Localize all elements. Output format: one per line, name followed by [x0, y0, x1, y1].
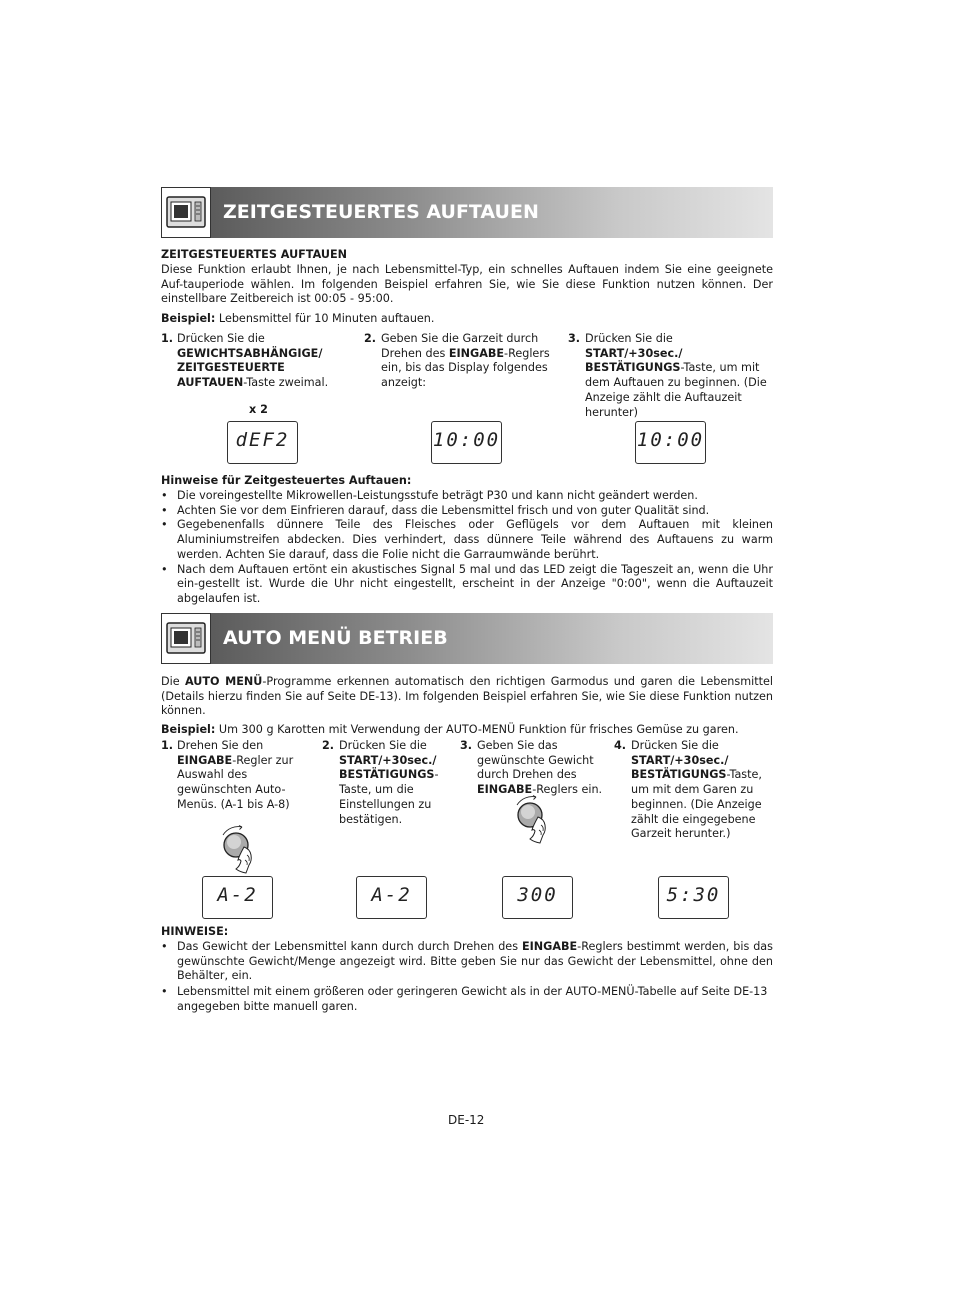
step-number: 4. [614, 739, 627, 752]
example-line: Beispiel: Lebensmittel für 10 Minuten auftauen. [161, 312, 435, 325]
notes-list [161, 940, 773, 1015]
intro-text: Die AUTO MENÜ-Programme erkennen automatisch den richtigen Garmodus und garen die Lebensmittel (Details hierzu finden Sie auf Seite DE-13). Im folgenden Beispiel erfahren Sie, wie Sie diese Funktion nutzen können. [161, 675, 773, 718]
display-readout: 300 [517, 884, 558, 906]
times-label: x 2 [249, 403, 268, 416]
notes-heading: HINWEISE: [161, 925, 229, 938]
display-readout: 10:00 [432, 429, 501, 451]
step-number: 3. [460, 739, 473, 752]
step-text: Drücken Sie die START/+30sec./ BESTÄTIGUNGS-Taste, um die Einstellungen zu bestätigen. [339, 739, 439, 826]
step-text: Drücken Sie die GEWICHTSABHÄNGIGE/ ZEITGESTEUERTE AUFTAUEN-Taste zweimal. [177, 332, 329, 390]
step-number: 1. [161, 739, 174, 752]
step-number: 3. [568, 332, 581, 345]
intro-text: Diese Funktion erlaubt Ihnen, je nach Lebensmittel-Typ, ein schnelles Auftauen indem Sie eine geeignete Auf-tauperiode wählen. Im folgenden Beispiel erfahren Sie, wie Sie diese Funktion nutzen können. Der einstellbare Zeitbereich ist 00:05 - 95:00. [161, 263, 773, 306]
list-item: • Achten Sie vor dem Einfrieren darauf, dass die Lebensmittel frisch und von guter Qualität sind. [161, 504, 773, 519]
display-panel [658, 876, 729, 919]
section-banner-auftauen [161, 187, 773, 238]
notes-heading: Hinweise für Zeitgesteuertes Auftauen: [161, 474, 412, 487]
subheading: ZEITGESTEUERTES AUFTAUEN [161, 248, 347, 261]
microwave-icon [161, 613, 211, 664]
list-item: • Gegebenenfalls dünnere Teile des Fleisches oder Geflügels vor dem Auftauen mit kleinen Aluminiumstreifen abdecken. Dies verhindert, dass dünnere Teile während des Auftauens zu warm werden. Achten Sie darauf, dass die Folie nicht die Garraumwände berührt. [161, 518, 773, 562]
step-text: Drücken Sie die START/+30sec./ BESTÄTIGUNGS-Taste, um mit dem Auftauen zu beginnen. (Die Anzeige zählt die Auftauzeit herunter) [585, 332, 767, 419]
page-number: DE-12 [448, 1113, 485, 1127]
display-panel [356, 876, 427, 919]
knob-hand-icon [514, 795, 556, 845]
notes-list [161, 489, 773, 607]
knob-hand-icon [220, 825, 262, 875]
section-banner-auto-menu [161, 613, 773, 664]
display-panel [202, 876, 273, 919]
display-panel [431, 421, 502, 464]
section-title: AUTO MENÜ BETRIEB [223, 627, 448, 649]
display-readout: 10:00 [636, 429, 705, 451]
step-number: 2. [322, 739, 335, 752]
microwave-icon [161, 187, 211, 238]
step-text: Drehen Sie den EINGABE-Regler zur Auswahl des gewünschten Auto-Menüs. (A-1 bis A-8) [177, 739, 294, 811]
section-title: ZEITGESTEUERTES AUFTAUEN [223, 201, 539, 223]
display-panel [502, 876, 573, 919]
step-text: Drücken Sie die START/+30sec./ BESTÄTIGUNGS-Taste, um mit dem Garen zu beginnen. (Die Anzeige zählt die eingegebene Garzeit herunter.) [631, 739, 762, 841]
display-readout: dEF2 [235, 429, 290, 451]
list-item: • Die voreingestellte Mikrowellen-Leistungsstufe beträgt P30 und kann nicht geändert werden. [161, 489, 773, 504]
display-readout: A-2 [217, 884, 258, 906]
step-number: 1. [161, 332, 174, 345]
example-line: Beispiel: Um 300 g Karotten mit Verwendung der AUTO-MENÜ Funktion für frisches Gemüse zu garen. [161, 723, 739, 736]
display-readout: 5:30 [666, 884, 721, 906]
list-item: • Das Gewicht der Lebensmittel kann durch durch Drehen des EINGABE-Reglers bestimmt werden, bis das gewünschte Gewicht/Menge angezeigt wird. Bitte geben Sie nur das Gewicht der Lebensmittel, ohne den Behälter, ein. [161, 940, 773, 984]
display-panel [635, 421, 706, 464]
step-text: Geben Sie die Garzeit durch Drehen des EINGABE-Reglers ein, bis das Display folgendes anzeigt: [381, 332, 550, 390]
display-panel [227, 421, 298, 464]
list-item: • Nach dem Auftauen ertönt ein akustisches Signal 5 mal und das LED zeigt die Tageszeit an, wenn die Uhr ein-gestellt ist. Wurde die Uhr nicht eingestellt, erscheint in der Anzeige "0:00", wenn die Auftauzeit abgelaufen ist. [161, 563, 773, 607]
step-number: 2. [364, 332, 377, 345]
step-text: Geben Sie das gewünschte Gewicht durch Drehen des EINGABE-Reglers ein. [477, 739, 603, 797]
list-item: • Lebensmittel mit einem größeren oder geringeren Gewicht als in der AUTO-MENÜ-Tabelle auf Seite DE-13 angegeben bitte manuell garen. [161, 985, 773, 1014]
display-readout: A-2 [371, 884, 412, 906]
